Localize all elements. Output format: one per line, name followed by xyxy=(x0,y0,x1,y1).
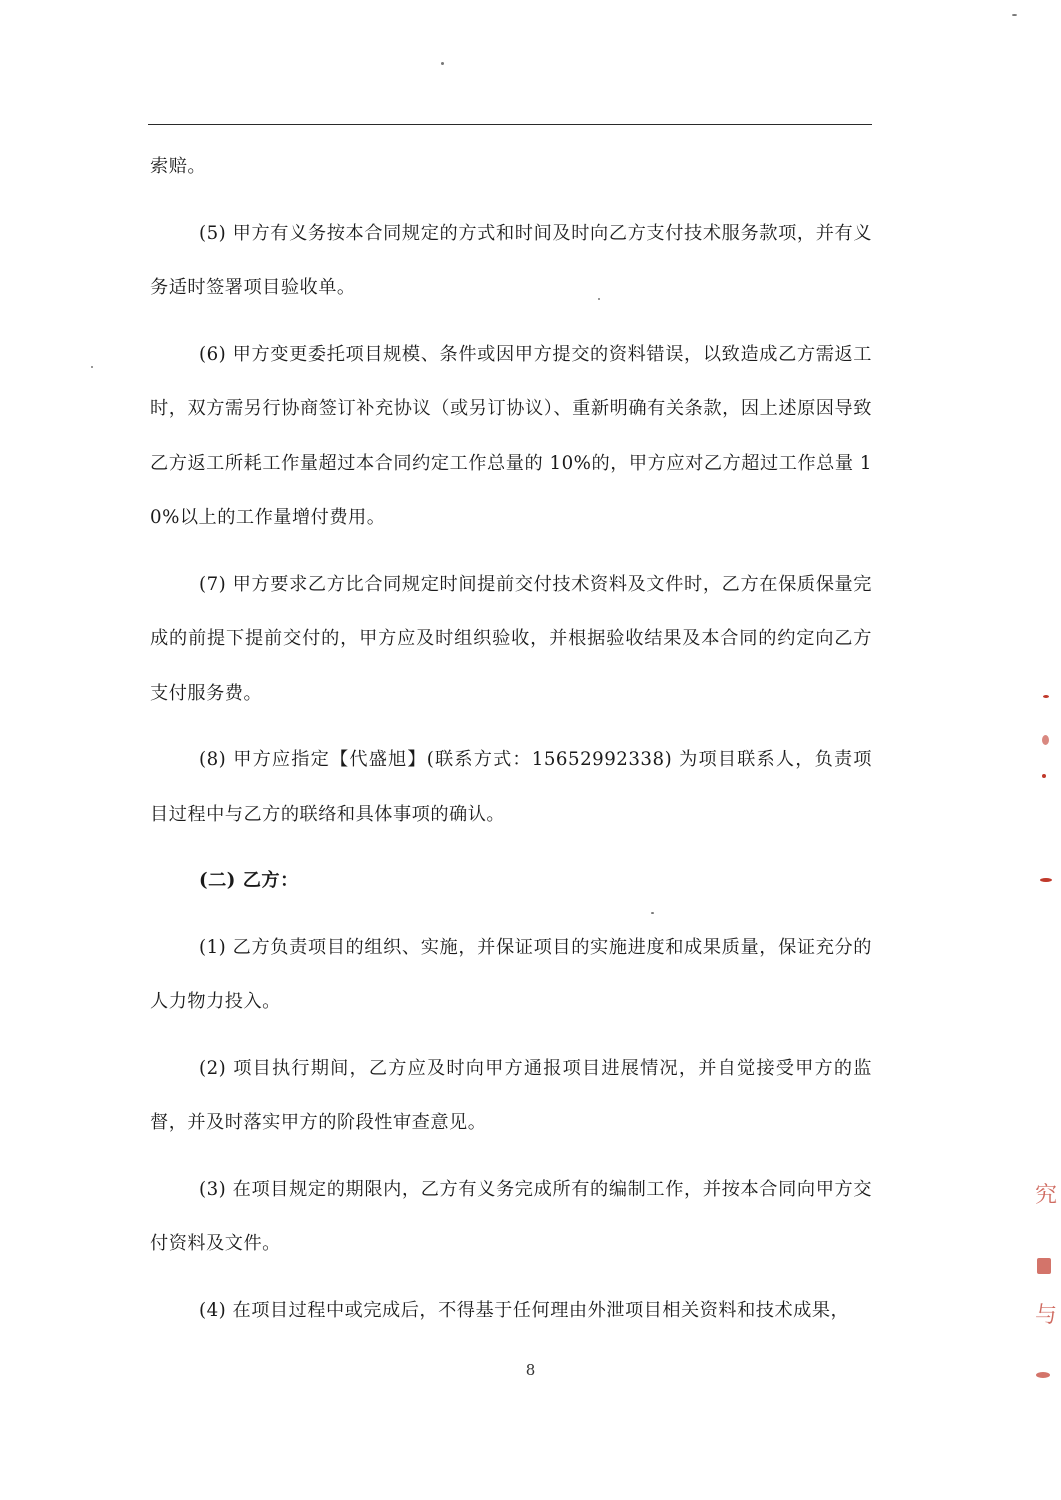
paragraph-party-a-8: (8) 甲方应指定【代盛旭】(联系方式：15652992338) 为项目联系人，负责项目过程中与乙方的联络和具体事项的确认。 xyxy=(150,749,872,825)
paragraph-party-b-1: (1) 乙方负责项目的组织、实施，并保证项目的实施进度和成果质量，保证充分的人力物力投入。 xyxy=(150,936,872,1012)
paragraph-party-a-6: (6) 甲方变更委托项目规模、条件或因甲方提交的资料错误，以致造成乙方需返工时，双方需另行协商签订补充协议（或另订协议）、重新明确有关条款，因上述原因导致乙方返工所耗工作量超过本合同约定工作总量的 10%的，甲方应对乙方超过工作总量 10%以上的工作量增付费用。 xyxy=(150,343,872,528)
paragraph-party-a-5: (5) 甲方有义务按本合同规定的方式和时间及时向乙方支付技术服务款项，并有义务适时签署项目验收单。 xyxy=(150,222,872,298)
header-rule xyxy=(148,124,872,125)
section-heading-party-b: (二) 乙方： xyxy=(199,870,299,891)
scan-speck xyxy=(1012,14,1017,16)
seal-fragment xyxy=(1042,735,1049,745)
seal-fragment xyxy=(1037,1258,1051,1274)
page-number: 8 xyxy=(525,1361,536,1379)
scan-speck xyxy=(651,912,654,914)
scan-speck xyxy=(441,62,444,65)
scan-speck xyxy=(598,298,600,300)
seal-fragment xyxy=(1043,695,1049,698)
seal-fragment xyxy=(1036,1372,1050,1378)
seal-stamp-char: 究 xyxy=(1035,1183,1058,1208)
paragraph-party-b-3: (3) 在项目规定的期限内，乙方有义务完成所有的编制工作，并按本合同向甲方交付资料及文件。 xyxy=(150,1178,872,1254)
document-body xyxy=(150,140,872,1338)
seal-fragment xyxy=(1040,878,1052,882)
paragraph-party-b-2: (2) 项目执行期间，乙方应及时向甲方通报项目进展情况，并自觉接受甲方的监督，并及时落实甲方的阶段性审查意见。 xyxy=(150,1057,872,1133)
seal-stamp-char: 与 xyxy=(1035,1303,1058,1328)
seal-fragment xyxy=(1042,774,1046,778)
paragraph-party-a-7: (7) 甲方要求乙方比合同规定时间提前交付技术资料及文件时，乙方在保质保量完成的前提下提前交付的，甲方应及时组织验收，并根据验收结果及本合同的约定向乙方支付服务费。 xyxy=(150,573,872,704)
paragraph-continuation: 索赔。 xyxy=(150,156,207,177)
scan-speck xyxy=(91,366,93,368)
paragraph-party-b-4: (4) 在项目过程中或完成后，不得基于任何理由外泄项目相关资料和技术成果， xyxy=(199,1299,850,1321)
